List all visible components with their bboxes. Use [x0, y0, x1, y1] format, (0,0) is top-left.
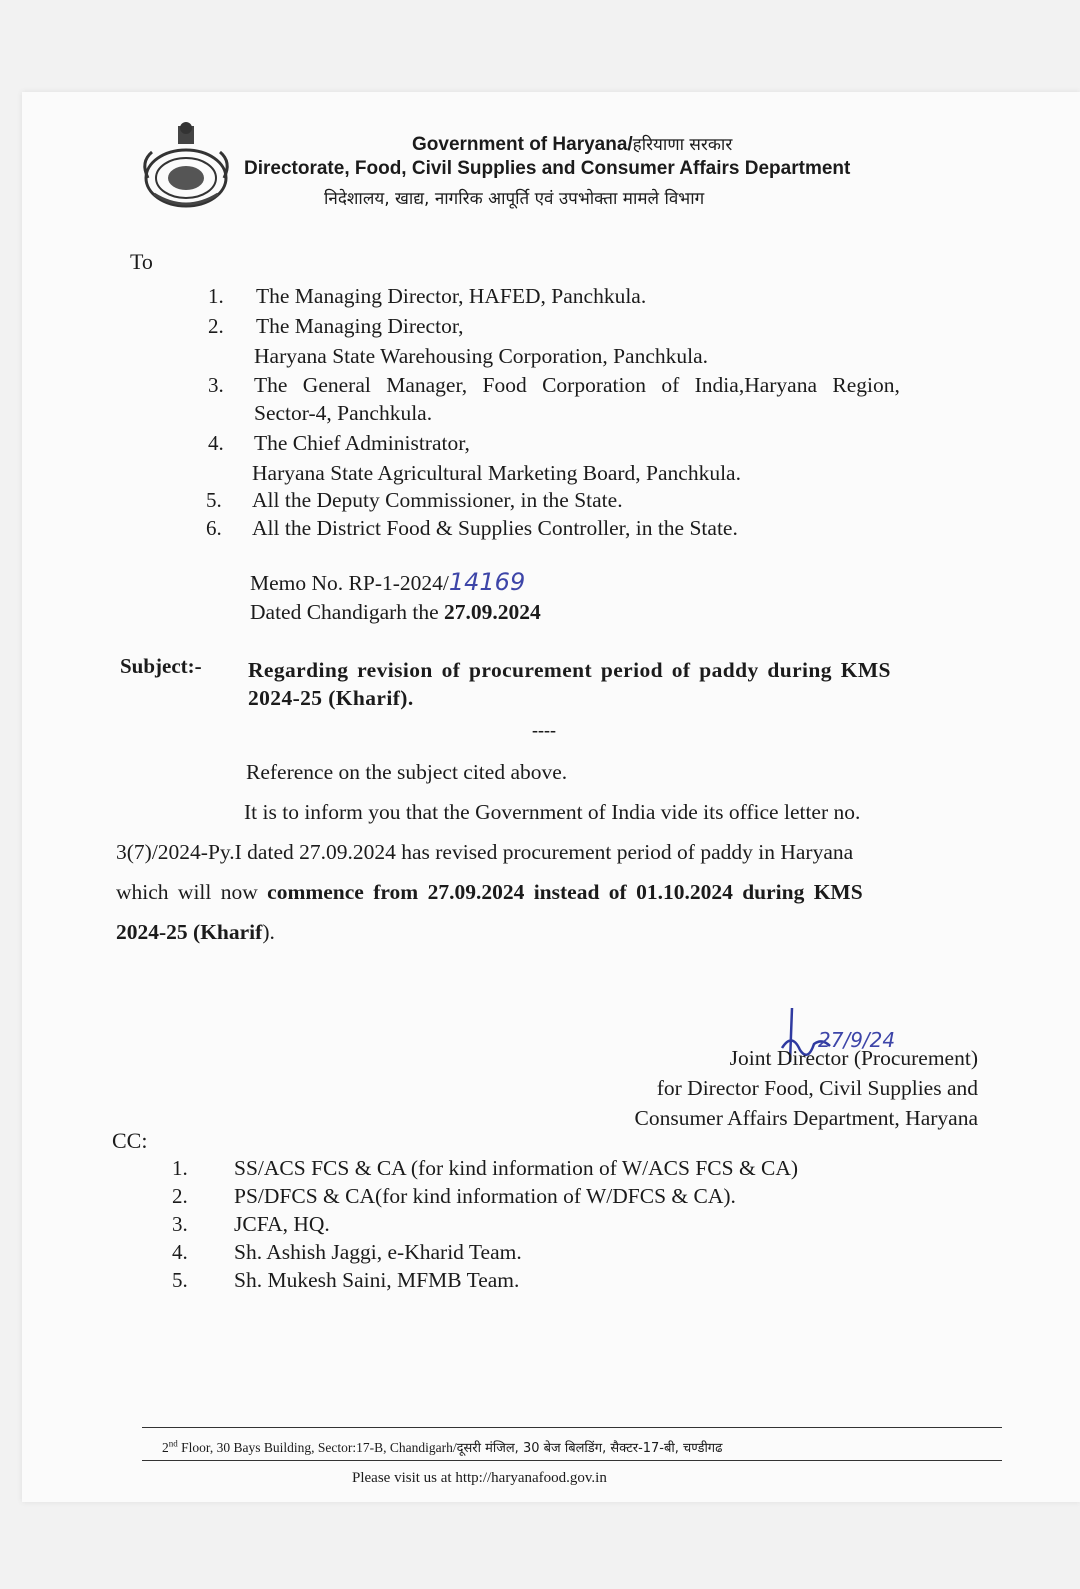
- signatory-line: for Director Food, Civil Supplies and: [656, 1076, 978, 1100]
- cc-item: SS/ACS FCS & CA (for kind information of W/ACS FCS & CA): [234, 1156, 799, 1180]
- footer-rule: [142, 1427, 1002, 1428]
- cc-number: 3.: [172, 1212, 188, 1236]
- cc-label: CC:: [112, 1128, 148, 1153]
- recipient-number: 2.: [208, 314, 224, 338]
- recipient-line: The Chief Administrator,: [254, 431, 470, 455]
- cc-item: Sh. Mukesh Saini, MFMB Team.: [234, 1268, 520, 1292]
- cc-item: PS/DFCS & CA(for kind information of W/DFCS & CA).: [234, 1184, 736, 1208]
- subject-label: Subject:-: [120, 654, 202, 678]
- dated-prefix: Dated Chandigarh the: [250, 600, 445, 624]
- recipient-line: Haryana State Warehousing Corporation, Panchkula.: [254, 344, 709, 368]
- recipient-line: Haryana State Agricultural Marketing Board, Panchkula.: [252, 461, 741, 485]
- recipient-line: All the Deputy Commissioner, in the State.: [252, 488, 623, 512]
- footer-floor: 2: [162, 1440, 169, 1455]
- recipient-number: 1.: [208, 284, 224, 308]
- footer-rule: [142, 1460, 1002, 1461]
- cc-number: 1.: [172, 1156, 188, 1180]
- gov-hi: हरियाणा सरकार: [632, 135, 733, 155]
- signatory-title: Joint Director (Procurement): [729, 1046, 978, 1070]
- footer-website[interactable]: Please visit us at http://haryanafood.gov.in: [352, 1470, 607, 1486]
- footer-address-hi: दूसरी मंजिल, 30 बेज बिलडिंग, सैक्टर-17-बी, चण्डीगढ: [456, 1441, 723, 1456]
- body-line: [116, 920, 275, 945]
- department-title-hindi: निदेशालय, खाद्य, नागरिक आपूर्ति एवं उपभोक्ता मामले विभाग: [324, 189, 705, 209]
- footer-floor-sup: nd: [168, 1438, 178, 1449]
- memo-handwritten-number: 14169: [448, 568, 526, 596]
- body-bold-text: 2024-25 (Kharif: [116, 920, 263, 944]
- letter-page: [22, 92, 1080, 1502]
- memo-date-value: 27.09.2024: [444, 600, 541, 624]
- body-text: ).: [262, 920, 275, 944]
- cc-number: 4.: [172, 1240, 188, 1264]
- recipient-number: 3.: [208, 373, 224, 397]
- body-bold-text: commence from 27.09.2024 instead of 01.10.2024 during KMS: [267, 880, 863, 904]
- signature-date: 27/9/24: [818, 1028, 896, 1052]
- cc-number: 5.: [172, 1268, 188, 1292]
- recipient-line: All the District Food & Supplies Controller, in the State.: [252, 516, 738, 540]
- department-title: Directorate, Food, Civil Supplies and Consumer Affairs Department: [244, 158, 851, 179]
- memo-date: [250, 600, 541, 625]
- memo-prefix: Memo No. RP-1-2024/: [250, 571, 449, 595]
- subject-line: Regarding revision of procurement period of paddy during KMS: [248, 658, 891, 682]
- subject-line: 2024-25 (Kharif).: [248, 686, 414, 710]
- recipient-line: The Managing Director, HAFED, Panchkula.: [256, 284, 647, 308]
- recipient-number: 4.: [208, 431, 224, 455]
- cc-item: JCFA, HQ.: [234, 1212, 330, 1236]
- signatory-line: Consumer Affairs Department, Haryana: [634, 1106, 978, 1130]
- recipient-line: The Managing Director,: [256, 314, 464, 338]
- recipient-number: 6.: [206, 516, 222, 540]
- haryana-emblem-icon: [134, 122, 244, 212]
- body-line: [116, 880, 863, 905]
- memo-number: [250, 568, 525, 596]
- government-title: [412, 132, 732, 156]
- recipient-line: Sector-4, Panchkula.: [254, 401, 433, 425]
- recipient-number: 5.: [206, 488, 222, 512]
- footer-address-en: Floor, 30 Bays Building, Sector:17-B, Chandigarh/: [177, 1440, 457, 1455]
- body-line: It is to inform you that the Government of India vide its office letter no.: [244, 800, 861, 824]
- recipient-line: The General Manager, Food Corporation of India,Haryana Region,: [254, 373, 900, 397]
- reference-line: Reference on the subject cited above.: [246, 760, 568, 784]
- cc-number: 2.: [172, 1184, 188, 1208]
- cc-item: Sh. Ashish Jaggi, e-Kharid Team.: [234, 1240, 522, 1264]
- body-text: which will now: [116, 880, 268, 904]
- to-label: To: [130, 249, 153, 274]
- body-line: 3(7)/2024-Py.I dated 27.09.2024 has revised procurement period of paddy in Haryana: [116, 840, 854, 864]
- separator: ----: [532, 720, 556, 740]
- footer-address: [162, 1438, 722, 1456]
- gov-en: Government of Haryana/: [412, 134, 633, 155]
